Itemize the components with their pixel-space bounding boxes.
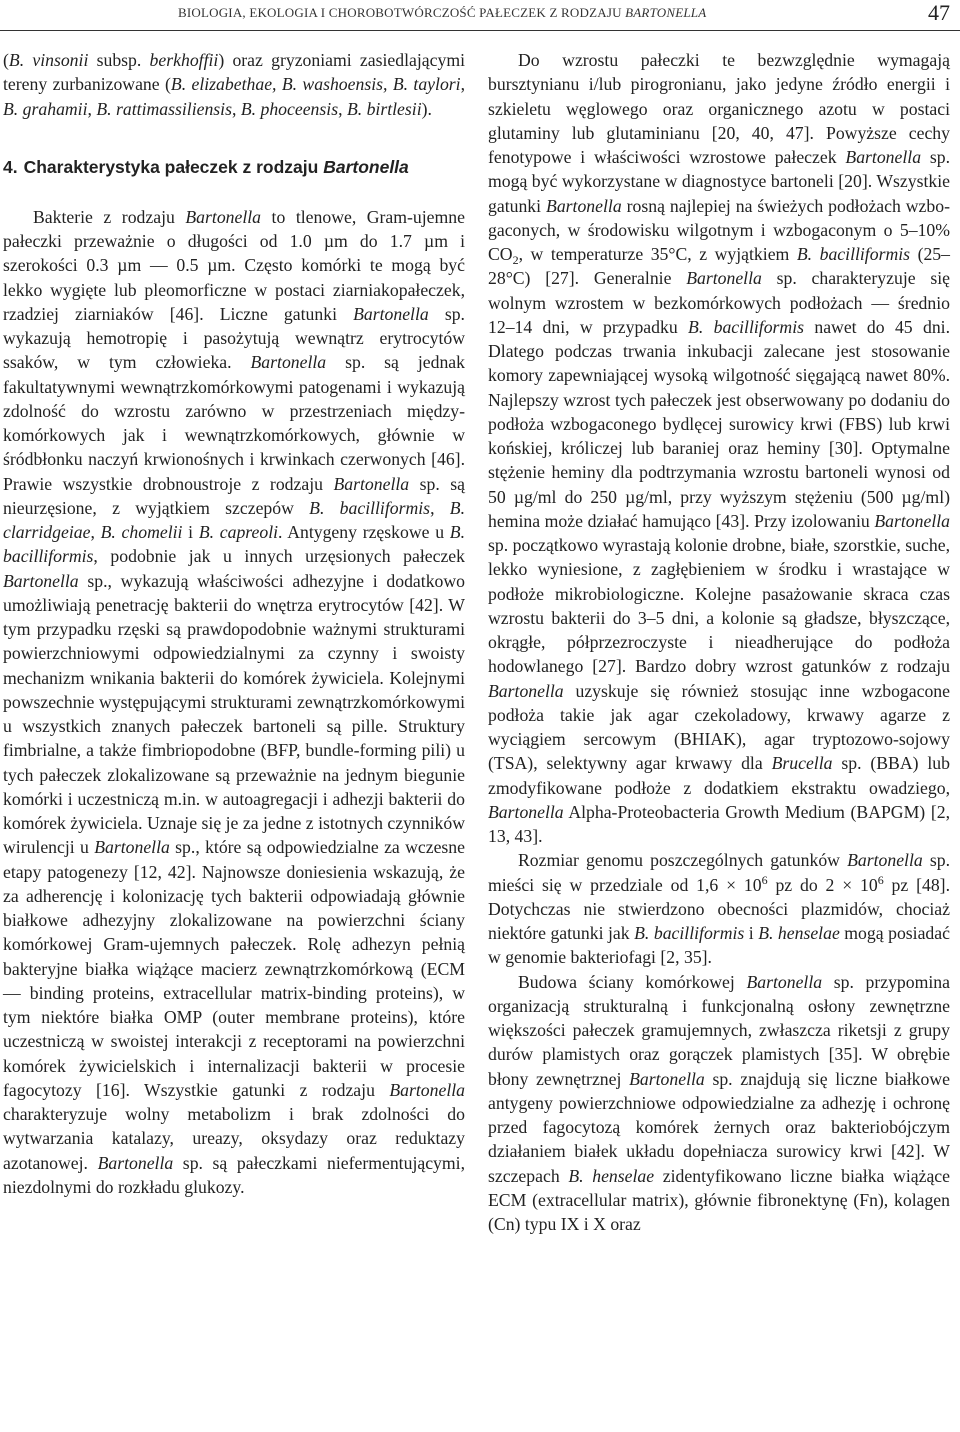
text-run: . Antygeny rzęskowe u xyxy=(278,522,450,542)
text-run: , xyxy=(90,522,101,542)
species-name: B. bacilliformis xyxy=(796,244,911,264)
text-run: (25–28°C) [27]. Generalnie xyxy=(488,244,950,289)
species-name: B. capreoli xyxy=(198,522,279,542)
species-name: Bartonella xyxy=(845,147,922,167)
species-name: Bartonella xyxy=(185,206,262,227)
species-name: Bartonella xyxy=(847,850,923,871)
species-name: B. bacilliformis xyxy=(634,923,745,943)
body-paragraph xyxy=(3,205,465,1199)
text-run: rosną najlepiej na świeżych podłożach wzbogaconych, w środowisku wilgotnym i wzbogaconym o 5–10% CO xyxy=(488,195,950,264)
text-run: Rozmiar genomu poszczególnych gatunków xyxy=(518,850,848,871)
text-run: Do wzrostu pałeczki te bezwzględnie wymagają bursztynianu i/lub pirogronianu, jako jedyne źródło energii i szkieletu węglowego oraz organicznego azotu w postaci glutaminy lub glutaminianu [20, 40, 47]. Powyższe cechy fenotypowe i właściwości wzrostowe pałeczek xyxy=(488,50,950,167)
text-run: nawet do 45 dni. Dlatego podczas trwania inkubacji zalecane jest stosowanie komory zapewniającej wysoką wilgotność sięgającą nawet 80%. Najlepszy wzrost tych pałeczek jest obserwowany po dodaniu do podłoża wzbogaconego bydlęcej surowicy krwi (FBS) lub krwi końskiej, króliczej lub baraniej oraz heminy [30]. Optymalne stężenie heminy dla podtrzymania wzrostu bartoneli wynosi od 50 µg/ml do 250 µg/ml, przy wyższym stężeniu (500 µg/ml) hemina może działać hamująco [43]. Przy izolowaniu xyxy=(488,316,951,531)
species-name: B. vinsonii xyxy=(8,50,89,70)
species-name: B. clarridgeiae xyxy=(3,497,465,542)
species-name: Bartonella xyxy=(333,473,410,494)
text-run: , xyxy=(87,98,97,119)
text-run: , xyxy=(338,98,347,119)
section-heading xyxy=(3,155,465,179)
text-run: Bakterie z rodzaju xyxy=(33,206,186,227)
species-name: B. grahamii xyxy=(3,98,88,119)
species-name: B. henselae xyxy=(758,923,840,943)
text-run: , xyxy=(231,98,241,119)
header-rule xyxy=(0,30,960,31)
text-run: sp. są jednak fakultatywnymi wewnątrzkomórkowymi patogenami i wykazują zdolność do wzrostu zarówno w przestrzeniach międzykomórkowych jak i wewnątrzkomórkowych, głównie w śródbłonku naczyń krwionośnych i krwinkach czerwonych [46]. Prawie wszystkie drobnoustroje z rodzaju xyxy=(3,352,465,494)
text-run: sp., które są odpowiedzialne za wczesne etapy patogenezy [12, 42]. Najnowsze doniesienia wskazują, że za adherencję i kolonizację tych bakterii odpowiadają głównie białkowe adhezyjny zlokalizowane na powierzchni ściany komórkowej Gram-ujemnych pałeczek. Rolę adhezyn pełnią bakteryjne białka wiążące macierz zewnątrzkomórkową (ECM — binding proteins, extracellular matrix-binding proteins), w tym niektóre białka OMP (outer membrane proteins), które uczestniczą w swoistej interakcji z receptorami na powierzchni komórek żywicielskich i internalizacji bakterii w procesie fagocytozy [16]. Wszystkie gatunki z rodzaju xyxy=(3,837,466,1100)
section-title: Charakterystyka pałeczek z rodzaju xyxy=(23,156,324,177)
text-run: sp. początkowo wyrastają kolonie drobne, białe, szorstkie, suche, lekko wyniesione, z zagłębieniem w środku i wrastające w podłoże mikrobiologiczne. Kolejne pasażowanie skraca czas wzrostu bakterii do 3–5 dni, a kolonie są gładsze, błyszczące, okrągłe, półprzezroczyste i nieadherujące do podłoża hodowlanego [27]. Bardzo dobry wzrost gatunków z rodzaju xyxy=(488,535,950,677)
page-header xyxy=(0,0,960,40)
text-run: mogą posiadać w genomie bakteriofagi [2, 35]. xyxy=(488,923,950,968)
species-name: B. rattimassiliensis xyxy=(96,98,232,119)
text-run: pz [48]. Dotychczas nie stwierdzono obecności plazmidów, chociaż niektóre gatunki jak xyxy=(488,874,950,943)
species-name: Bartonella xyxy=(874,510,950,531)
text-run: uzyskuje się również stosując inne wzbogacone podłoża takie jak agar czekoladowy, krwawy agarze z wyciągiem sercowym (BHIAK), agar tryptozowo-sojowy (TSA), selektywny agar krwawy dla xyxy=(488,680,950,774)
species-name: B. chomelii xyxy=(100,522,183,542)
species-name: B. phoceensis xyxy=(240,98,339,119)
text-run: sp. (BBA) lub zmodyfikowane podłoże z dodatkiem ekstraktu owadziego, xyxy=(488,753,950,798)
species-name: Brucella xyxy=(771,753,833,774)
section-title-genus: Bartonella xyxy=(323,156,409,177)
text-run: i xyxy=(744,923,759,943)
text-run: subsp. xyxy=(88,50,150,70)
species-name: Bartonella xyxy=(97,1152,174,1173)
text-run: sp. są pałeczkami niefermentującymi, niezdolnymi do rozkładu glukozy. xyxy=(3,1152,465,1197)
text-run: pz do 2 × 10 xyxy=(767,874,878,895)
running-head-genus: BARTONELLA xyxy=(625,5,707,20)
species-name: Bartonella xyxy=(746,971,823,992)
species-name: Bartonella xyxy=(488,801,564,822)
species-name: B. bacilliformis xyxy=(688,316,805,337)
species-name: Bartonella xyxy=(250,352,327,373)
species-name: berkhoffii xyxy=(149,50,219,70)
text-run: , podobnie jak u innych urzęsionych pałeczek xyxy=(93,546,465,567)
body-paragraph xyxy=(488,848,950,969)
text-run: sp. przypomina organizacją strukturalną i funkcjonalną osłony zewnętrzne większości pałeczek gramujemnych, zwłaszcza riketsji z grupy durów plamistych oraz gorączek plamistych [35]. W obrębie błony zewnętrznej xyxy=(488,971,950,1089)
text-run: , w temperaturze 35°C, z wyjątkiem xyxy=(518,244,797,264)
text-run: sp. wykazują hemotropię i pasożytują wewnątrz erytrocytów ssaków, w tym człowieka. xyxy=(3,303,465,373)
body-paragraph xyxy=(488,48,950,848)
text-run: , xyxy=(460,74,466,95)
text-run: ). xyxy=(421,98,432,119)
text-run: to tlenowe, Gram-ujemne pałeczki przeważnie o długości od 1.0 µm do 1.7 µm i szerokości 0.3 µm — 0.5 µm. Często komórki te mogą być lekko wygięte lub pleomorficzne w postaci ziarniakopałeczek, rzadziej ziarniaków [46]. Liczne gatunki xyxy=(3,206,465,324)
species-name: B. birtlesii xyxy=(346,98,422,119)
page-number: 47 xyxy=(928,0,950,25)
continued-paragraph xyxy=(3,48,465,121)
text-run: zidentyfikowano liczne białka wiążące ECM (extracellular matrix), głównie fibronektynę (Fn), kolagen (Cn) typu IX i X oraz xyxy=(488,1165,950,1234)
species-name: B. bacilliformis xyxy=(3,522,465,567)
subscript: 2 xyxy=(512,253,519,267)
text-run: ( xyxy=(3,50,9,70)
section-number: 4. xyxy=(3,156,18,177)
species-name: B. elizabethae, B. washoensis, xyxy=(170,74,388,95)
species-name: B. bacilliformis xyxy=(309,497,431,518)
superscript: 6 xyxy=(877,872,884,887)
text-run: sp. mogą być wykorzystane w diagnostyce bartoneli [20]. Wszystkie gatunki xyxy=(488,147,951,216)
species-name: B. henselae xyxy=(568,1165,655,1186)
superscript: 6 xyxy=(761,872,768,887)
species-name: Bartonella xyxy=(3,570,79,591)
text-run: i xyxy=(182,522,199,542)
text-run: Alpha-Proteobacteria Growth Medium (BAPGM) [2, 13, 43]. xyxy=(488,801,950,846)
text-run: ) oraz gryzoniami zasiedlającymi tereny zurbanizowane ( xyxy=(3,50,465,95)
right-column xyxy=(488,48,950,1236)
text-run: sp., wykazują właściwości adhezyjne i dodatkowo umożliwiają penetrację bakterii do wnętrza erytrocytów [42]. W tym przypadku rzęski są prawdopodobnie ważnymi strukturami powierzchniowymi odpowiedzialnymi za czynny i swoisty mechanizm wnikania bakterii do komórek żywiciela. Kolejnymi powszechnie występującymi strukturami zewnątrzkomórkowymi u wszystkich znanych pałeczek bartoneli są pille. Struktury fimbrialne, a także fimbriopodobne (BFP, bundle-forming pili) u tych pałeczek zlokalizowane są przeważnie na jednym biegunie komórki i uczestniczą m.in. w autoagregacji i adhezji bakterii do komórek żywiciela. Uznaje się je za jedne z istotnych czynników wirulencji u xyxy=(3,570,465,858)
text-run: sp. charakteryzuje się wolnym wzrostem w bezkomórkowych podłożach — średnio 12–14 dni, w przypadku xyxy=(488,268,950,337)
text-run: sp. znajdują się liczne białkowe antygeny powierzchniowe odpowiedzialne za adhezję i ochronę przed fagocytozą komórek żernych oraz bakteriobójczym działaniem białek układu dopełniacza surowicy krwi [42]. W szczepach xyxy=(488,1068,950,1186)
left-column xyxy=(3,48,465,1199)
species-name: Bartonella xyxy=(389,1079,465,1100)
species-name: Bartonella xyxy=(686,268,762,289)
species-name: Bartonella xyxy=(629,1068,705,1089)
body-paragraph xyxy=(488,970,950,1237)
running-head xyxy=(178,5,706,21)
species-name: Bartonella xyxy=(546,195,622,216)
species-name: Bartonella xyxy=(488,680,564,701)
text-run: Budowa ściany komórkowej xyxy=(518,971,747,992)
text-run: charakteryzuje wolny metabolizm i brak zdolności do wytwarzania katalazy, ureazy, oksydazy oraz reduktazy azotanowej. xyxy=(3,1104,465,1173)
species-name: Bartonella xyxy=(353,303,429,324)
text-run: , xyxy=(430,497,450,518)
text-run: sp. są nieurzęsione, z wyjątkiem szczepów xyxy=(3,473,465,518)
species-name: B. taylori xyxy=(392,74,461,95)
running-head-text: BIOLOGIA, EKOLOGIA I CHOROBOTWÓRCZOŚĆ PAŁECZEK Z RODZAJU xyxy=(178,5,626,20)
species-name: Bartonella xyxy=(94,837,170,858)
text-run: sp. mieści się w przedziale od 1,6 × 10 xyxy=(488,850,950,895)
